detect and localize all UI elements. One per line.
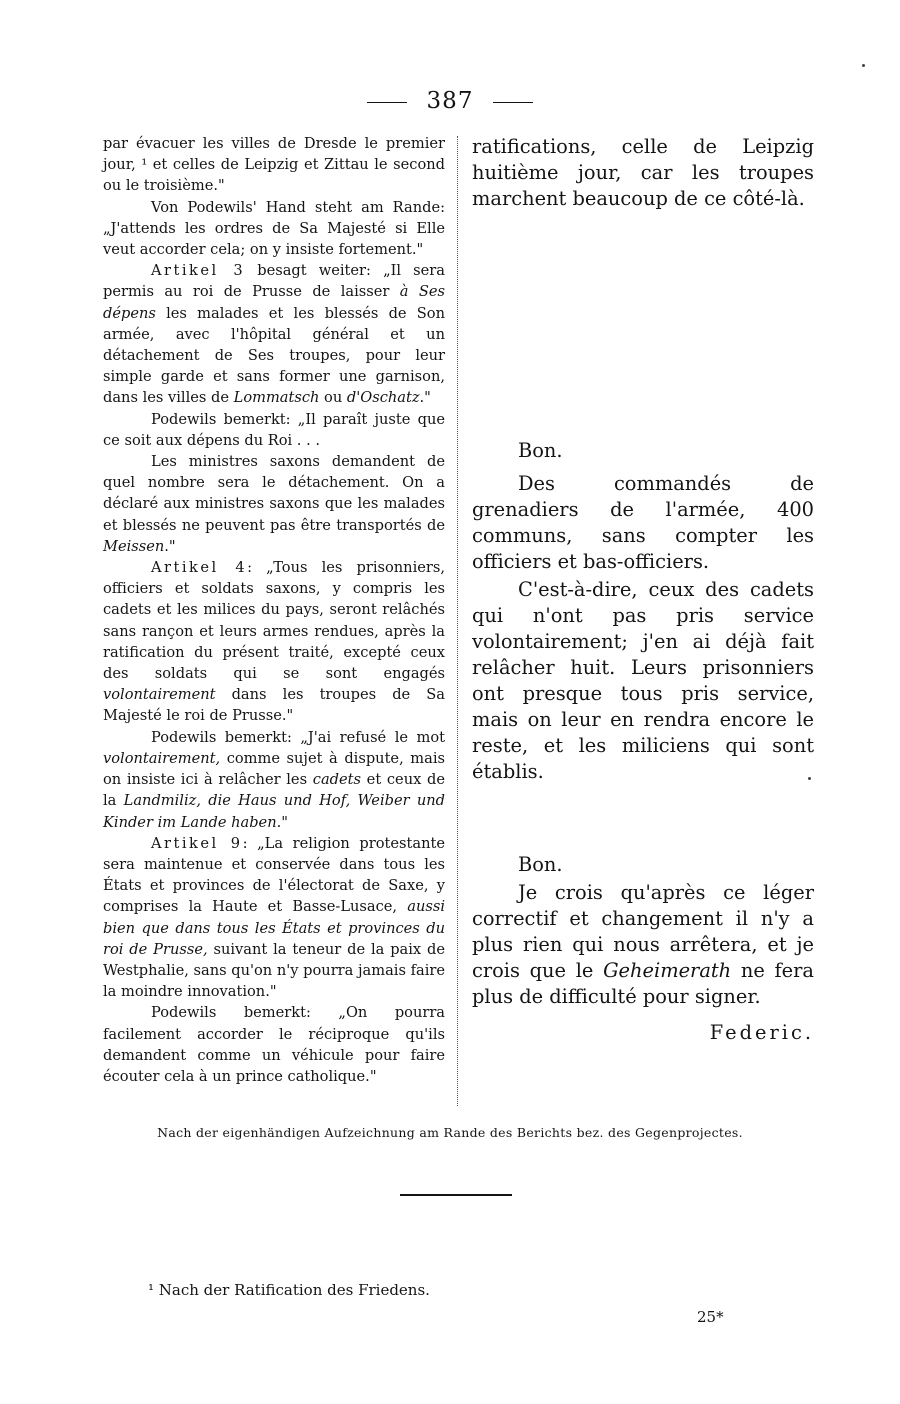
- article-label: Artikel 9: [151, 834, 243, 852]
- right-bon-2: Bon.: [518, 853, 563, 876]
- left-column: [103, 133, 445, 1087]
- italic-text: aussi bien que dans tous les États et provinces du roi de Prusse,: [103, 898, 445, 958]
- italic-text: Landmiliz, die Haus und Hof, Weiber und Kinder im Lande haben: [103, 792, 445, 831]
- left-paragraph-5: [103, 451, 445, 557]
- signature-mark: 25*: [697, 1308, 724, 1326]
- italic-text: cadets: [312, 771, 361, 789]
- text: dans les troupes de Sa Majesté le roi de Prusse.": [103, 686, 445, 725]
- source-note: Nach der eigenhändigen Aufzeichnung am Rande des Berichts bez. des Gegenprojectes.: [157, 1125, 743, 1140]
- text: ou: [319, 389, 347, 407]
- article-label: Artikel 4: [151, 559, 248, 577]
- left-paragraph-9: Podewils bemerkt: „On pourra facilement accorder le réciproque qu'ils demandent comme un véhicule pour faire écouter cela à un prince catholique.": [103, 1004, 445, 1085]
- italic-text: à Ses dépens: [103, 283, 445, 322]
- right-paragraph-3: C'est-à-dire, ceux des cadets qui n'ont pas pris service volontairement; j'en ai déjà fait relâcher huit. Leurs prisonniers ont presque tous pris service, mais on leur en rendra encore le reste, et les miliciens qui sont établis.: [472, 578, 814, 783]
- text: .": [276, 813, 288, 831]
- left-paragraph-3: [103, 260, 445, 408]
- text: Je crois qu'après ce léger correctif et changement il n'y a plus rien qui nous arrêtera, et je crois que le: [472, 881, 814, 982]
- article-label: Artikel 3: [151, 262, 246, 280]
- text: suivant la teneur de la paix de Westphalie, sans qu'on n'y pourra jamais faire la moindre innovation.": [103, 940, 445, 1001]
- text: et celles de Leipzig et Zittau le second ou le troisième.": [103, 156, 445, 195]
- italic-text: volontairement: [103, 686, 216, 704]
- italic-text: volontairement,: [103, 749, 221, 767]
- right-paragraph-1: ratifications, celle de Leipzig huitième jour, car les troupes marchent beaucoup de ce côté-là.: [472, 135, 814, 210]
- page-number-line: [0, 88, 900, 114]
- italic-text: d'Oschatz: [346, 389, 420, 407]
- right-dash: [493, 102, 533, 103]
- left-paragraph-1: [103, 133, 445, 197]
- italic-text: Meissen: [103, 537, 165, 555]
- text: les malades et les blessés de Son armée, avec l'hôpital général et un détachement de Ses troupes, pour leur simple garde et sans former une garnison, dans les villes de: [103, 304, 445, 407]
- footnote-rule: [400, 1194, 512, 1196]
- left-paragraph-7: [103, 727, 445, 833]
- text: ne fera plus de difficulté pour signer.: [472, 959, 814, 1008]
- text: par évacuer les villes de Dresde le premier jour,: [103, 135, 445, 174]
- right-paragraph-2: Des commandés de grenadiers de l'armée, 400 communs, sans compter les officiers et bas-officiers.: [472, 472, 814, 573]
- text: .": [419, 389, 431, 407]
- italic-text: Lommatsch: [233, 389, 320, 407]
- print-speck: [808, 777, 811, 780]
- right-paragraph-4: [472, 880, 814, 1010]
- left-paragraph-2: Von Podewils' Hand steht am Rande: „J'attends les ordres de Sa Majesté si Elle veut accorder cela; on y insiste fortement.": [103, 198, 445, 259]
- left-dash: [367, 102, 407, 103]
- footnote: ¹ Nach der Ratification des Friedens.: [148, 1281, 430, 1299]
- right-bon-1: Bon.: [518, 439, 563, 462]
- text: : „Tous les prisonniers, officiers et soldats saxons, y compris les cadets et les milices du pays, seront relâchés sans rançon et leurs armes rendues, après la ratification du présent traité, excepté ceux des soldats qui se sont engagés: [103, 559, 445, 683]
- text: besagt weiter: „Il sera permis au roi de Prusse de laisser: [103, 262, 445, 301]
- text: Podewils bemerkt: „J'ai refusé le mot: [151, 728, 445, 746]
- page-number: 387: [426, 88, 474, 114]
- text: et ceux de la: [103, 771, 445, 810]
- text: Les ministres saxons demandent de quel nombre sera le détachement. On a déclaré aux ministres saxons que les malades et blessés ne peuvent pas être transportés de: [103, 453, 445, 534]
- text: .": [164, 537, 176, 555]
- signature: Federic.: [709, 1021, 814, 1044]
- left-paragraph-6: [103, 557, 445, 727]
- print-speck: [862, 64, 865, 67]
- italic-text: Geheimerath: [603, 959, 732, 982]
- footnote-marker: ¹: [141, 156, 148, 174]
- left-paragraph-8: [103, 833, 445, 1003]
- text: : „La religion protestante sera maintenue et conservée dans tous les États et provinces de l'électorat de Saxe, y comprises la Haute et Basse-Lusace,: [103, 834, 445, 916]
- left-paragraph-4: Podewils bemerkt: „Il paraît juste que ce soit aux dépens du Roi . . .: [103, 410, 445, 449]
- column-divider: [457, 136, 458, 1106]
- text: comme sujet à dispute, mais on insiste ici à relâcher les: [103, 749, 445, 789]
